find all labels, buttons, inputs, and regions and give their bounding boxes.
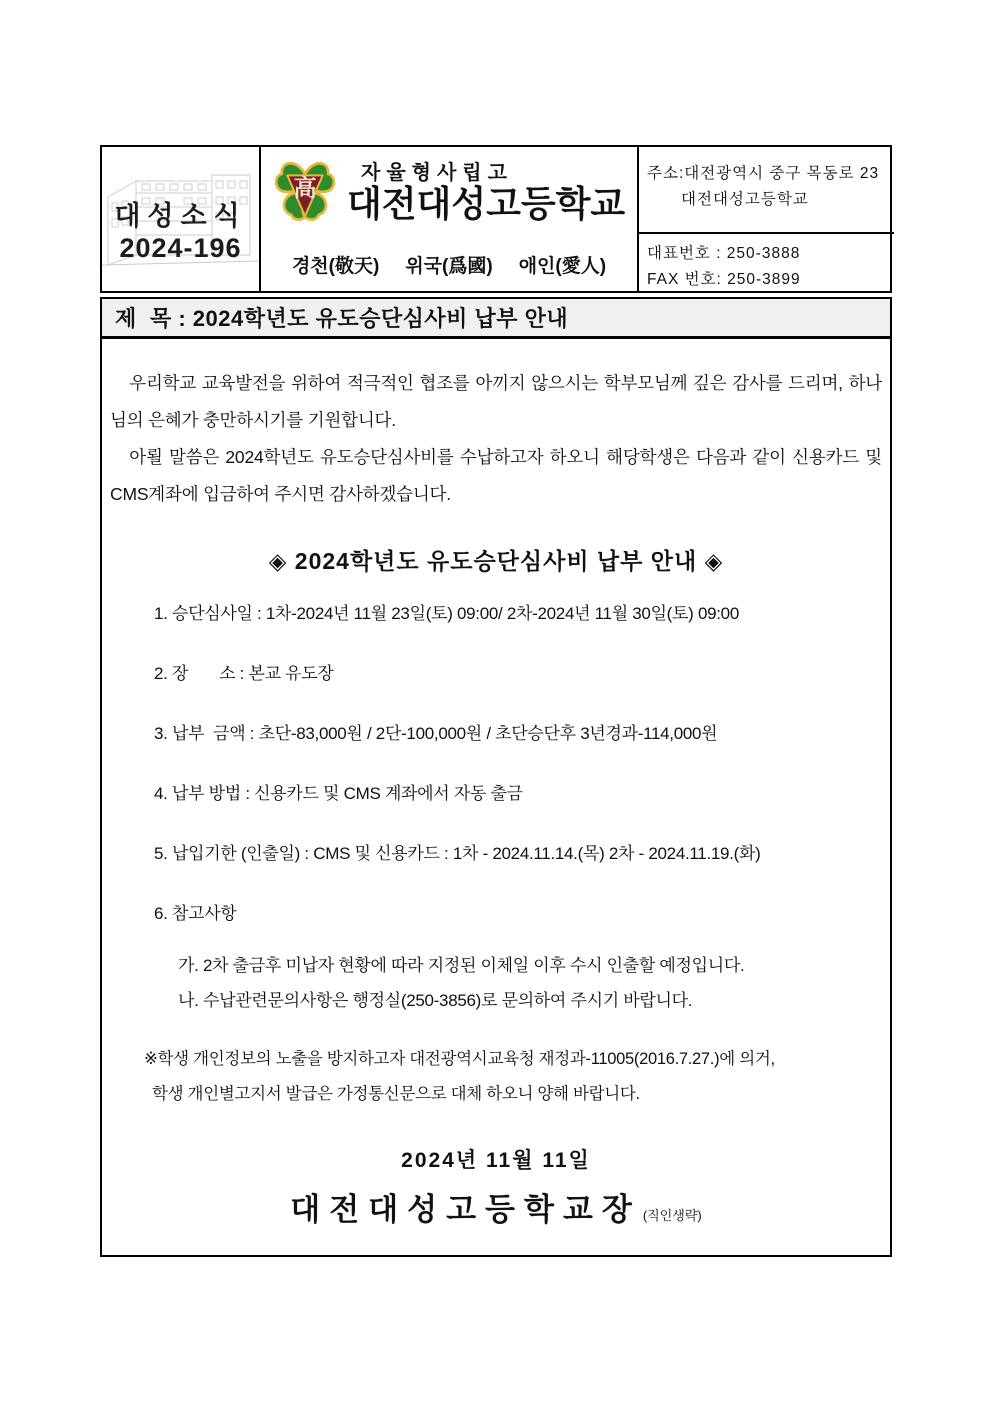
subject-text: 제 목 : 2024학년도 유도승단심사비 납부 안내 bbox=[115, 306, 569, 331]
motto-part: 경천(敬天) bbox=[291, 256, 380, 278]
fee-item-location: 2. 장 소 : 본교 유도장 bbox=[154, 664, 334, 683]
subject-bar bbox=[100, 297, 892, 339]
fee-info-list bbox=[110, 602, 882, 926]
fee-item-schedule: 1. 승단심사일 : 1차-2024년 11월 23일(토) 09:00/ 2차-2024년 11월 30일(토) 09:00 bbox=[154, 604, 739, 623]
fee-item-notes: 6. 참고사항 bbox=[154, 904, 237, 923]
svg-text:高: 高 bbox=[293, 174, 317, 201]
fee-item-deadline: 5. 납입기한 (인출일) : CMS 및 신용카드 : 1차 - 2024.11.14.(목) 2차 - 2024.11.19.(화) bbox=[154, 844, 761, 863]
sub-item-na: 나. 수납관련문의사항은 행정실(250-3856)로 문의하여 주시기 바랍니다. bbox=[178, 991, 693, 1010]
notes-sub-list bbox=[110, 948, 882, 1018]
school-type-label: 자율형사립고 bbox=[361, 161, 513, 184]
newsletter-name: 대성소식 bbox=[114, 200, 247, 231]
newsletter-issue: 2024-196 bbox=[119, 232, 242, 263]
signature-note: (직인생략) bbox=[642, 1208, 702, 1223]
notice-page bbox=[100, 145, 892, 1257]
signature-name: 대전대성고등학교장 bbox=[290, 1192, 641, 1227]
fax-line: FAX 번호: 250-3899 bbox=[647, 270, 801, 288]
newsletter-cell bbox=[102, 147, 259, 292]
notice-body bbox=[100, 339, 892, 1257]
tel-line: 대표번호 : 250-3888 bbox=[647, 245, 801, 262]
fee-item-method: 4. 납부 방법 : 신용카드 및 CMS 계좌에서 자동 출금 bbox=[154, 784, 523, 803]
motto-part: 애인(愛人) bbox=[518, 256, 607, 278]
school-name: 대전대성고등학교 bbox=[347, 182, 626, 224]
address-line-2: 대전대성고등학교 bbox=[681, 191, 809, 209]
contact-cell bbox=[639, 147, 894, 292]
fee-item-amount: 3. 납부 금액 : 초단-83,000원 / 2단-100,000원 / 초단승단후 3년경과-114,000원 bbox=[154, 724, 718, 743]
section-heading: ◈ 2024학년도 유도승단심사비 납부 안내 ◈ bbox=[268, 548, 724, 574]
school-cell bbox=[259, 147, 639, 292]
phone-box bbox=[639, 234, 894, 292]
privacy-note-line: 학생 개인별고지서 발급은 가정통신문으로 대체 하오니 양해 바랍니다. bbox=[152, 1085, 640, 1103]
purpose-paragraph: 아뢸 말씀은 2024학년도 유도승단심사비를 수납하고자 하오니 해당학생은 다음과 같이 신용카드 및 CMS계좌에 입금하여 주시면 감사하겠습니다. bbox=[110, 447, 882, 504]
address-box bbox=[639, 147, 894, 234]
school-motto bbox=[269, 251, 629, 278]
address-line-1: 주소:대전광역시 중구 목동로 23 bbox=[647, 165, 880, 182]
greeting-paragraph: 우리학교 교육발전을 위하여 적극적인 협조를 아끼지 않으시는 학부모님께 깊은 감사를 드리며, 하나님의 은혜가 충만하시기를 기원합니다. bbox=[110, 373, 882, 430]
sub-item-ga: 가. 2차 출금후 미납자 현황에 따라 지정된 이체일 이후 수시 인출할 예정입니다. bbox=[178, 956, 745, 975]
privacy-note-line: ※학생 개인정보의 노출을 방지하고자 대전광역시교육청 재정과-11005(2016.7.27.)에 의거, bbox=[144, 1050, 775, 1068]
privacy-note bbox=[110, 1042, 882, 1112]
school-logo-icon bbox=[271, 153, 339, 225]
issue-date: 2024년 11월 11일 bbox=[401, 1149, 591, 1172]
header-table bbox=[100, 145, 892, 293]
signature-row bbox=[110, 1184, 882, 1229]
motto-part: 위국(爲國) bbox=[405, 256, 493, 278]
